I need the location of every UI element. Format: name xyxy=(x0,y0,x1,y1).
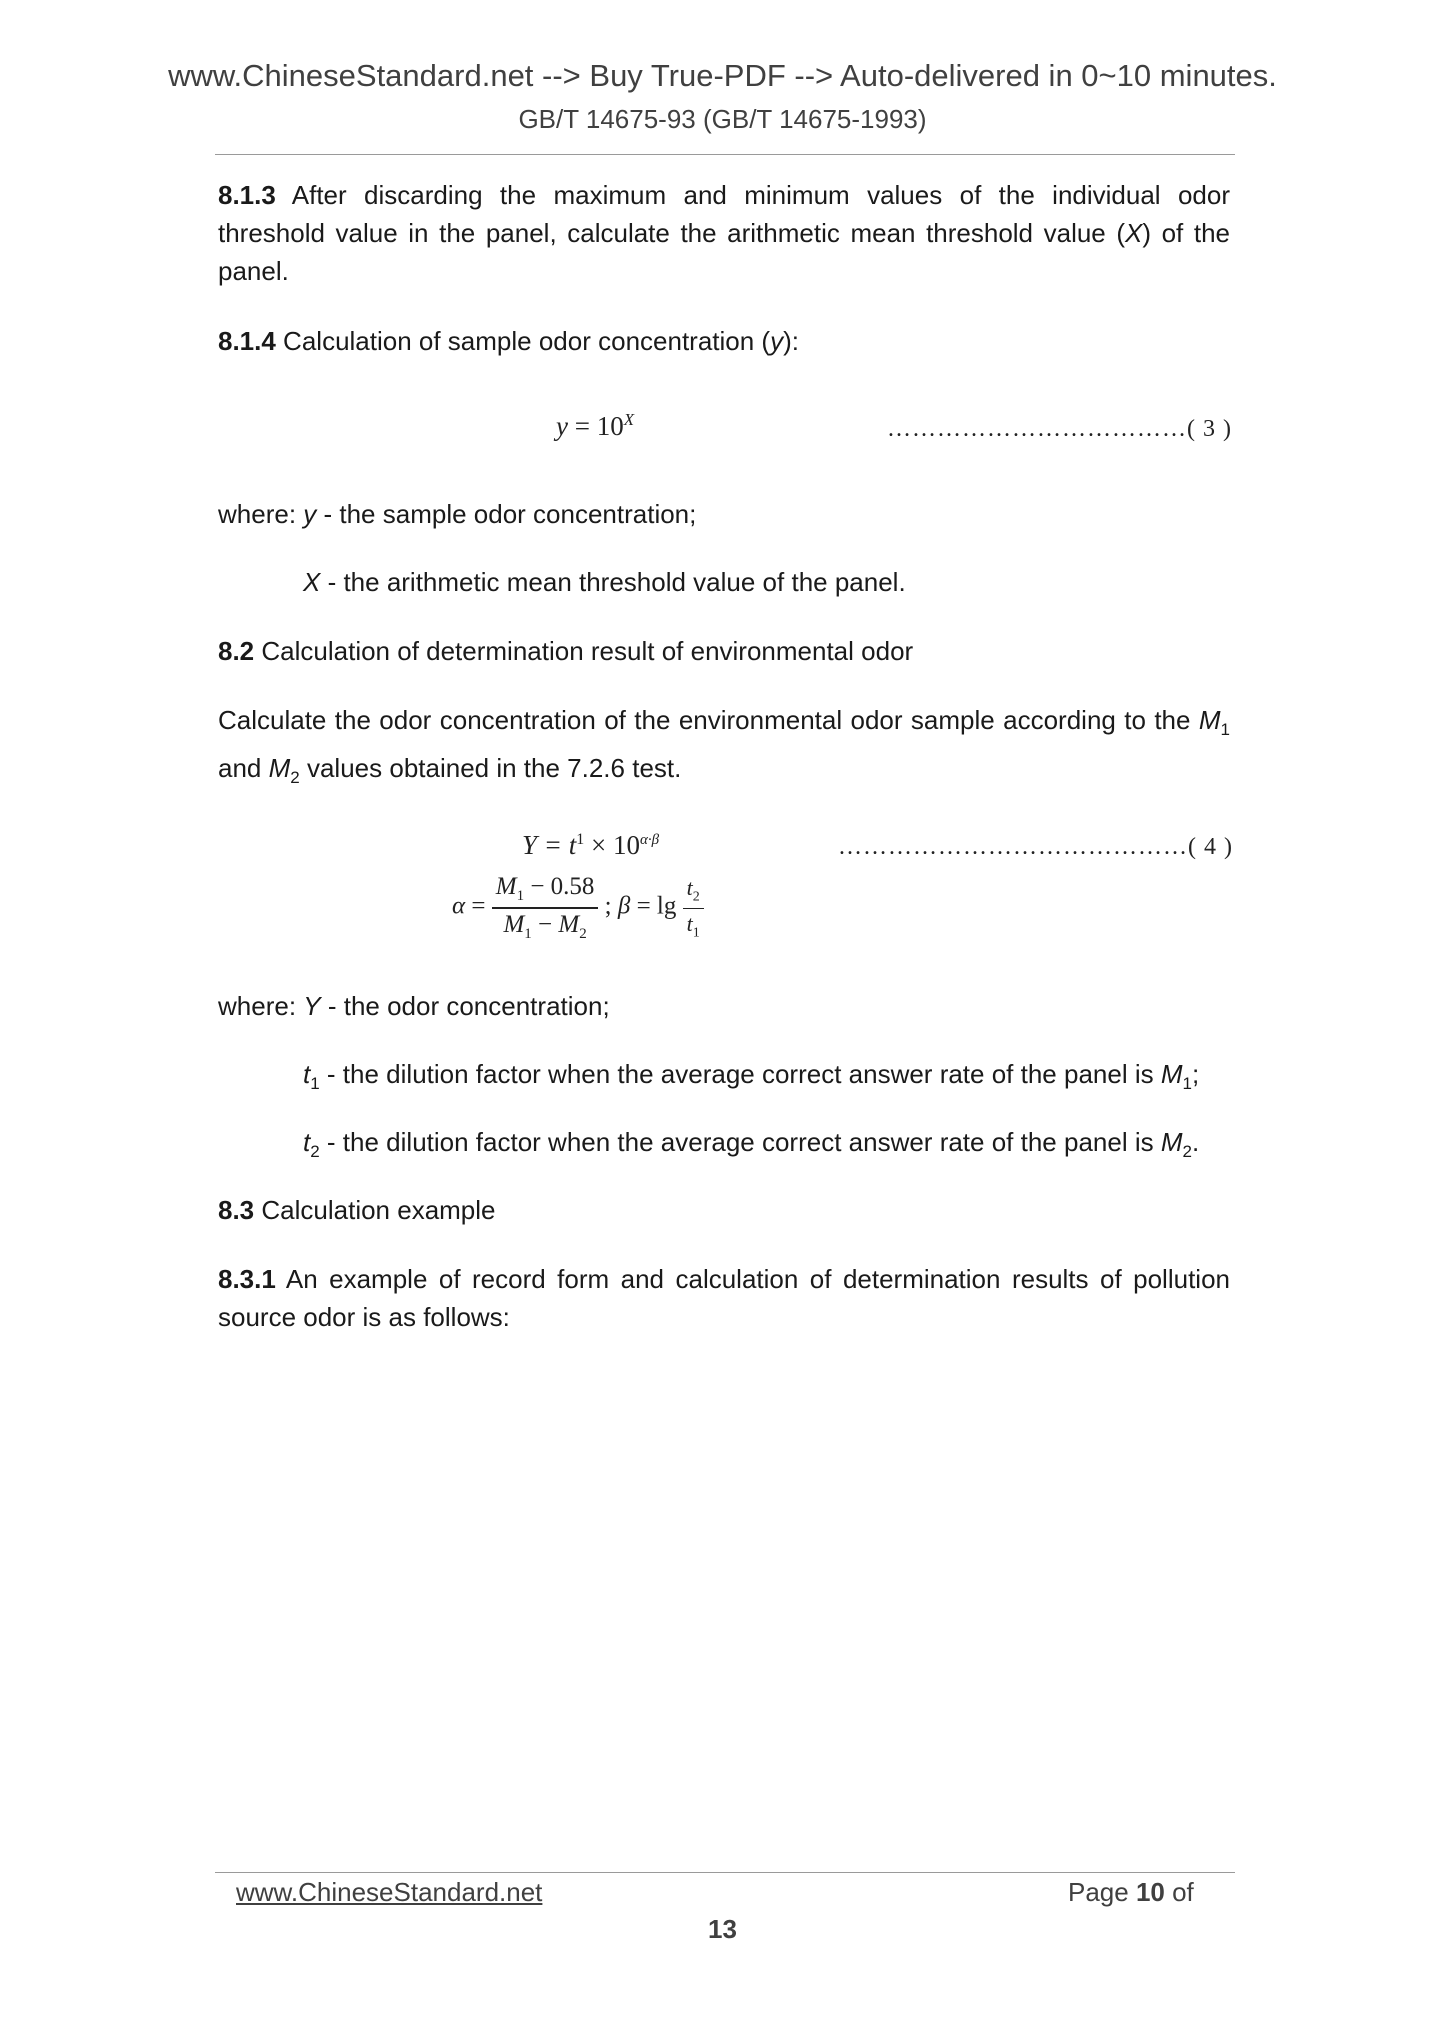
definition-text: - the odor concentration; xyxy=(320,991,610,1021)
equation-3 xyxy=(556,410,634,442)
alpha-symbol: α xyxy=(452,892,466,920)
definition-text: - the arithmetic mean threshold value of the panel. xyxy=(320,567,906,597)
equation-4 xyxy=(522,830,659,861)
paragraph-text: An example of record form and calculation of determination results of pollution source odor is as follows: xyxy=(218,1264,1230,1332)
eq-rhs: = 10 xyxy=(567,411,624,441)
where-block-2 xyxy=(218,987,1230,1025)
equation-number: ( 4 ) xyxy=(1188,834,1233,860)
definition-text: - the sample odor concentration; xyxy=(316,499,697,529)
header-banner: www.ChineseStandard.net --> Buy True-PDF --> Auto-delivered in 0~10 minutes. xyxy=(168,58,1277,93)
section-number: 8.3.1 xyxy=(218,1264,276,1294)
fraction-numerator: $t_2$ xyxy=(683,875,704,908)
section-8-1-4 xyxy=(218,322,1230,360)
variable-x: X xyxy=(303,567,321,597)
fraction-denominator: $t_1$ xyxy=(686,910,700,940)
eq-times: × 10 xyxy=(584,830,640,860)
section-number: 8.1.4 xyxy=(218,326,276,356)
page-label: Page xyxy=(1068,1877,1136,1907)
footer-divider xyxy=(215,1872,1235,1873)
subscript: 1 xyxy=(1220,720,1230,740)
subscript: 2 xyxy=(310,1142,320,1162)
eq-exponent: 1 xyxy=(576,831,585,848)
where-block-2-t1 xyxy=(303,1055,1199,1103)
where-label: where: xyxy=(218,991,304,1021)
section-8-1-3 xyxy=(218,176,1230,290)
fraction-numerator: $M_1 - 0.58$ xyxy=(492,873,599,909)
variable-t: t xyxy=(303,1059,311,1089)
equation-number: ( 3 ) xyxy=(1187,416,1232,442)
paragraph-text: values obtained in the 7.2.6 test. xyxy=(299,753,682,784)
section-number: 8.2 xyxy=(218,636,255,666)
section-number: 8.1.3 xyxy=(218,180,276,210)
eq-rhs: = t xyxy=(537,830,577,860)
eq-sign: = xyxy=(465,892,486,920)
paragraph-text: Calculate the odor concentration of the environmental odor sample according to the xyxy=(218,705,1199,735)
definition-text: - the dilution factor when the average correct answer rate of the panel is xyxy=(319,1059,1161,1089)
variable-y: y xyxy=(770,326,784,356)
equation-4-leader xyxy=(838,834,1233,861)
leader-dots: …………………………………… xyxy=(838,834,1188,860)
section-title: Calculation of determination result of environmental odor xyxy=(254,636,914,666)
eq-lhs: Y xyxy=(522,830,538,860)
page-total: 13 xyxy=(708,1914,737,1944)
footer-site-link[interactable]: www.ChineseStandard.net xyxy=(236,1877,543,1907)
eq-lhs: y xyxy=(556,411,568,441)
where-block-1-x xyxy=(303,563,906,601)
section-8-3-1 xyxy=(218,1260,1230,1336)
variable-m2: M xyxy=(268,753,291,784)
variable-m: M xyxy=(1160,1059,1183,1089)
beta-symbol: β xyxy=(617,892,631,920)
paragraph-text: ) of the panel. xyxy=(218,218,1231,286)
variable-m: M xyxy=(1160,1127,1183,1157)
beta-fraction xyxy=(683,875,704,941)
punctuation: ; xyxy=(1191,1059,1200,1089)
eq-exponent: X xyxy=(623,410,635,429)
paragraph-text: and xyxy=(218,753,269,784)
fraction-denominator: $M_1 - M_2$ xyxy=(503,911,587,942)
where-label: where: xyxy=(218,499,304,529)
subscript: 1 xyxy=(1182,1074,1192,1094)
paragraph-text: ): xyxy=(783,326,799,356)
where-block-2-t2 xyxy=(303,1123,1199,1171)
punctuation: . xyxy=(1191,1127,1200,1157)
alpha-fraction xyxy=(492,873,599,943)
page-number: 10 xyxy=(1135,1877,1165,1907)
definition-text: - the dilution factor when the average correct answer rate of the panel is xyxy=(319,1127,1161,1157)
variable-x: X xyxy=(1125,218,1143,248)
equation-3-leader xyxy=(887,416,1232,443)
section-8-2 xyxy=(218,632,1230,670)
paragraph-text: After discarding the maximum and minimum values of the individual odor threshold value in the panel, calculate the arithmetic mean threshold value ( xyxy=(218,180,1230,248)
section-title: Calculation example xyxy=(254,1195,496,1225)
where-block-1 xyxy=(218,495,1230,533)
separator: ; xyxy=(598,892,612,920)
section-8-3 xyxy=(218,1191,1230,1229)
paragraph-text: Calculation of sample odor concentration ( xyxy=(275,326,771,356)
eq-sign: = lg xyxy=(630,892,683,920)
subscript: 2 xyxy=(1182,1142,1192,1162)
standard-code: GB/T 14675-93 (GB/T 14675-1993) xyxy=(518,104,927,134)
variable-y: y xyxy=(303,499,317,529)
equation-4-definitions xyxy=(452,873,704,943)
subscript: 1 xyxy=(310,1074,320,1094)
section-8-2-paragraph xyxy=(218,701,1230,797)
header-divider xyxy=(215,154,1235,155)
variable-y-upper: Y xyxy=(303,991,321,1021)
variable-t: t xyxy=(303,1127,311,1157)
eq-exponent: α·β xyxy=(640,832,660,848)
subscript: 2 xyxy=(290,768,300,788)
section-number: 8.3 xyxy=(218,1195,255,1225)
page-indicator xyxy=(1068,1877,1194,1908)
leader-dots: ……………………………… xyxy=(887,416,1187,442)
page-of: of xyxy=(1164,1877,1194,1907)
variable-m1: M xyxy=(1198,705,1221,735)
